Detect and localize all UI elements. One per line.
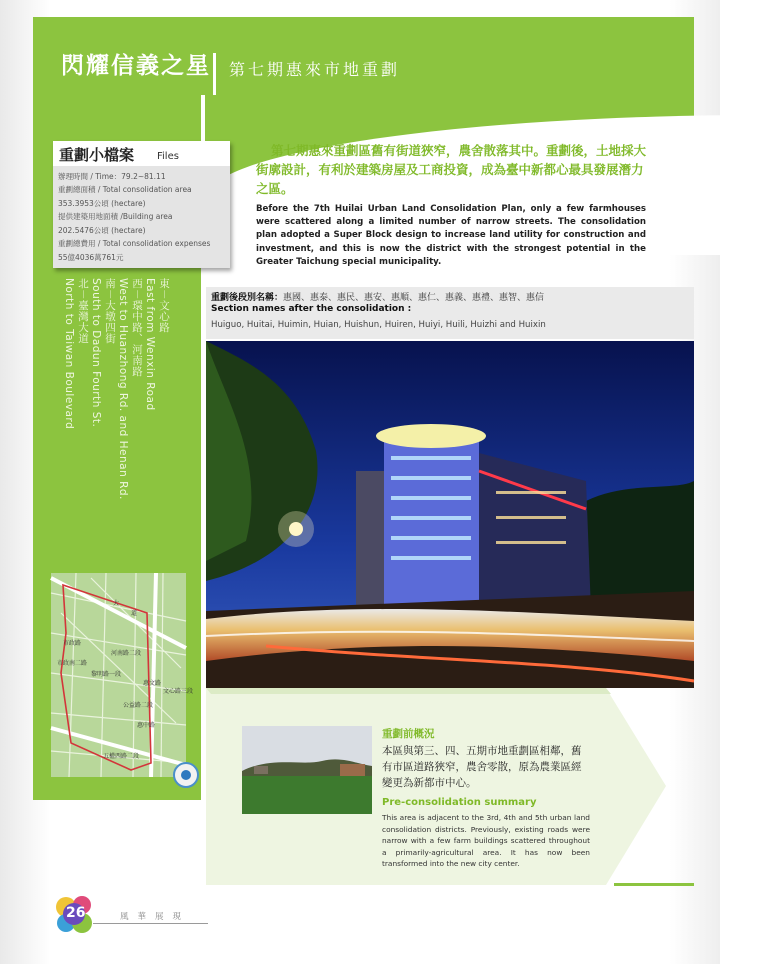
header-band <box>33 17 694 95</box>
boundary-west-en: West to Huanzhong Rd. and Henan Rd. <box>117 278 129 500</box>
files-header <box>53 141 230 166</box>
section-names-band <box>206 287 694 339</box>
boundary-west-cn: 西－環中路、河南路 <box>131 278 143 377</box>
map-label: 市政南二路 <box>57 660 88 667</box>
files-title: 重劃小檔案 <box>59 146 135 164</box>
map-label: 道 <box>131 610 138 617</box>
section-names-en-label: Section names after the consolidation : <box>211 304 412 314</box>
files-line: 提供建築用地面積 /Building area <box>58 212 173 221</box>
header-title: 閃耀信義之星 <box>61 53 211 79</box>
pre-title-cn: 重劃前概況 <box>382 728 435 740</box>
map-label: 公益路二段 <box>123 702 154 709</box>
files-box <box>53 141 230 268</box>
pre-text-en: This area is adjacent to the 3rd, 4th and 5th urban land consolidation districts. Previously, existing roads were narrow with a few farm buildings scattered throughout a primarily-agricultural area. It has now been transformed into the new city center. <box>382 813 590 868</box>
map-label: 惠文路 <box>143 680 162 687</box>
header-divider <box>213 53 216 95</box>
boundary-south-cn: 南－大墩四街 <box>104 278 116 344</box>
compass-icon <box>173 762 199 788</box>
boundary-north-en: North to Taiwan Boulevard <box>63 278 75 430</box>
section-names-en-value: Huiguo, Huitai, Huimin, Huian, Huishun, Huiren, Huiyi, Huili, Huizhi and Huixin <box>211 320 546 330</box>
pre-title-en: Pre-consolidation summary <box>382 797 537 808</box>
intro-text-cn: 第七期惠來重劃區舊有街道狹窄，農舍散落其中。重劃後，土地採大街廓設計，有利於建築房屋及工商投資，成為臺中新都心最具發展潛力之區。 <box>256 143 647 196</box>
files-line: 重劃總面積 / Total consolidation area <box>58 185 192 194</box>
section-names-cn <box>211 290 544 303</box>
page-number: 26 <box>66 905 86 921</box>
boundary-east-en: East from Wenxin Road <box>144 278 156 411</box>
footer-rule <box>93 923 208 924</box>
files-line: 重劃總費用 / Total consolidation expenses <box>58 239 211 248</box>
map-label: 河南路二段 <box>111 650 142 657</box>
files-line: 55億4036萬761元 <box>58 253 124 262</box>
files-line: 353.3953公頃 (hectare) <box>58 199 146 208</box>
district-map <box>51 573 194 777</box>
map-label: 市政路 <box>63 640 82 647</box>
files-line: 辦理時間 / Time：79.2~81.11 <box>58 172 166 181</box>
night-city-photo <box>206 341 694 688</box>
boundary-south-en: South to Dadun Fourth St. <box>90 278 102 428</box>
pre-consolidation-photo <box>242 726 372 814</box>
boundary-north-cn: 北－臺灣大道 <box>77 278 89 344</box>
map-label: 文心路三段 <box>163 688 194 695</box>
pre-text-cn: 本區與第三、四、五期市地重劃區相鄰，舊有市區道路狹窄，農舍零散，原為農業區經變更為新都市中心。 <box>382 745 582 789</box>
intro-text-en: Before the 7th Huilai Urban Land Consolidation Plan, only a few farmhouses were scattered along a limited number of narrow streets. The consolidation plan adopted a Super Block design to increase land utility for construction and investment, and this is now the district with the strongest potential in the Greater Taichung special municipality. <box>256 204 646 267</box>
boundary-east-cn: 東－文心路 <box>158 278 170 333</box>
bottom-rule <box>614 883 694 886</box>
section-names-cn-value: 惠國、惠泰、惠民、惠安、惠順、惠仁、惠義、惠禮、惠智、惠信 <box>283 293 545 303</box>
header-subtitle: 第七期惠來市地重劃 <box>229 60 401 79</box>
map-label: 惠中路 <box>137 722 156 729</box>
map-label: 大 <box>113 600 120 607</box>
section-names-cn-label: 重劃後段別名稱： <box>211 293 284 303</box>
map-label: 五權西路二段 <box>103 753 140 760</box>
footer-section-title: 風華展現 <box>120 912 191 922</box>
files-title-en: Files <box>157 151 179 162</box>
map-label: 黎明路一段 <box>91 671 122 678</box>
files-line: 202.5476公頃 (hectare) <box>58 226 146 235</box>
